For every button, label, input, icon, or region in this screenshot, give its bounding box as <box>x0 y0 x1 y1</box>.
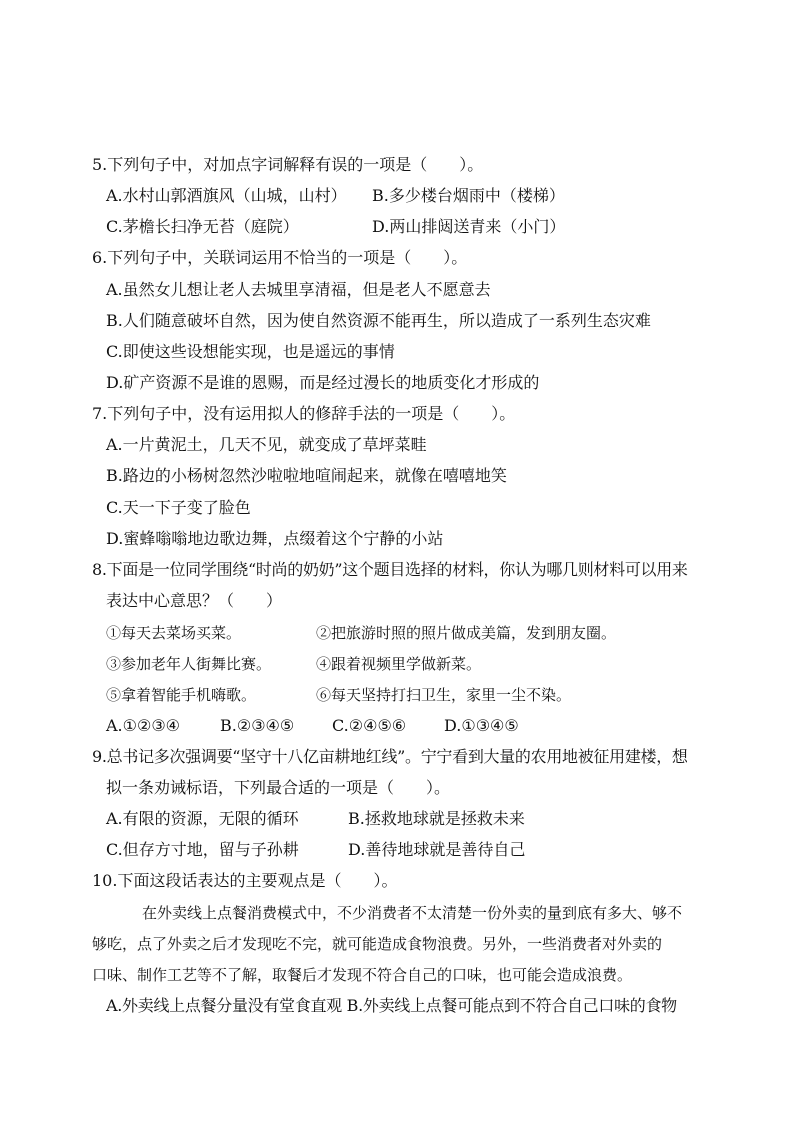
q7-stem: 7.下列句子中，没有运用拟人的修辞手法的一项是（ ）。 <box>92 404 516 423</box>
q5-option-c: C.茅檐长扫净无苔（庭院） <box>106 217 299 236</box>
q8-material-4: ④跟着视频里学做新菜。 <box>316 655 482 673</box>
q8-material-6: ⑥每天坚持打扫卫生，家里一尘不染。 <box>316 686 572 704</box>
q10-passage-line2: 够吃，点了外卖之后才发现吃不完，就可能造成食物浪费。另外，一些消费者对外卖的 <box>92 935 663 953</box>
q8-option-d: D.①③④⑤ <box>444 716 519 735</box>
q7-option-b: B.路边的小杨树忽然沙啦啦地喧闹起来，就像在嘻嘻地笑 <box>106 466 507 485</box>
q6-option-b: B.人们随意破坏自然，因为使自然资源不能再生，所以造成了一系列生态灾难 <box>106 311 651 330</box>
q7-option-c: C.天一下子变了脸色 <box>106 498 251 517</box>
q10-passage-line1: 在外卖线上点餐消费模式中，不少消费者不太清楚一份外卖的量到底有多大、够不 <box>142 904 683 922</box>
q8-material-5: ⑤拿着智能手机嗨歌。 <box>106 686 257 704</box>
q6-stem: 6.下列句子中，关联词运用不恰当的一项是（ ）。 <box>92 248 468 267</box>
q8-option-b: B.②③④⑤ <box>220 716 295 735</box>
q8-stem-line1: 8.下面是一位同学围绕“时尚的奶奶”这个题目选择的材料，你认为哪几则材料可以用来 <box>92 560 688 579</box>
q6-option-d: D.矿产资源不是谁的恩赐，而是经过漫长的地质变化才形成的 <box>106 373 540 392</box>
q9-stem-line2: 拟一条劝诫标语，下列最合适的一项是（ ）。 <box>106 778 451 797</box>
q8-stem-line2: 表达中心意思？（ ） <box>106 591 283 610</box>
q8-material-2: ②把旅游时照的照片做成美篇，发到朋友圈。 <box>316 624 617 642</box>
q9-option-b: B.拯救地球就是拯救未来 <box>348 809 525 828</box>
q8-option-c: C.②④⑤⑥ <box>332 716 407 735</box>
q9-stem-line1: 9.总书记多次强调要“坚守十八亿亩耕地红线”。宁宁看到大量的农用地被征用建楼，想 <box>92 747 688 766</box>
q5-option-d: D.两山排闼送青来（小门） <box>372 217 566 236</box>
q6-option-c: C.即使这些设想能实现，也是遥远的事情 <box>106 342 395 361</box>
q5-stem: 5.下列句子中，对加点字词解释有误的一项是（ ）。 <box>92 155 484 174</box>
q5-option-a: A.水村山郭酒旗风（山城，山村） <box>106 186 347 205</box>
q10-options-ab: A.外卖线上点餐分量没有堂食直观 B.外卖线上点餐可能点到不符合自己口味的食物 <box>106 996 677 1015</box>
q5-option-b: B.多少楼台烟雨中（楼梯） <box>372 186 565 205</box>
q8-material-3: ③参加老年人街舞比赛。 <box>106 655 272 673</box>
q8-material-1: ①每天去菜场买菜。 <box>106 624 242 642</box>
q8-option-a: A.①②③④ <box>106 716 181 735</box>
q10-passage-line3: 口味、制作工艺等不了解，取餐后才发现不符合自己的口味，也可能会造成浪费。 <box>92 966 633 984</box>
q7-option-d: D.蜜蜂嗡嗡地边歌边舞，点缀着这个宁静的小站 <box>106 529 444 548</box>
q9-option-c: C.但存方寸地，留与子孙耕 <box>106 840 299 859</box>
q10-stem: 10.下面这段话表达的主要观点是（ ）。 <box>92 871 398 890</box>
q6-option-a: A.虽然女儿想让老人去城里享清福，但是老人不愿意去 <box>106 280 491 299</box>
q9-option-a: A.有限的资源，无限的循环 <box>106 809 299 828</box>
q9-option-d: D.善待地球就是善待自己 <box>348 840 526 859</box>
q7-option-a: A.一片黄泥土，几天不见，就变成了草坪菜畦 <box>106 435 427 454</box>
